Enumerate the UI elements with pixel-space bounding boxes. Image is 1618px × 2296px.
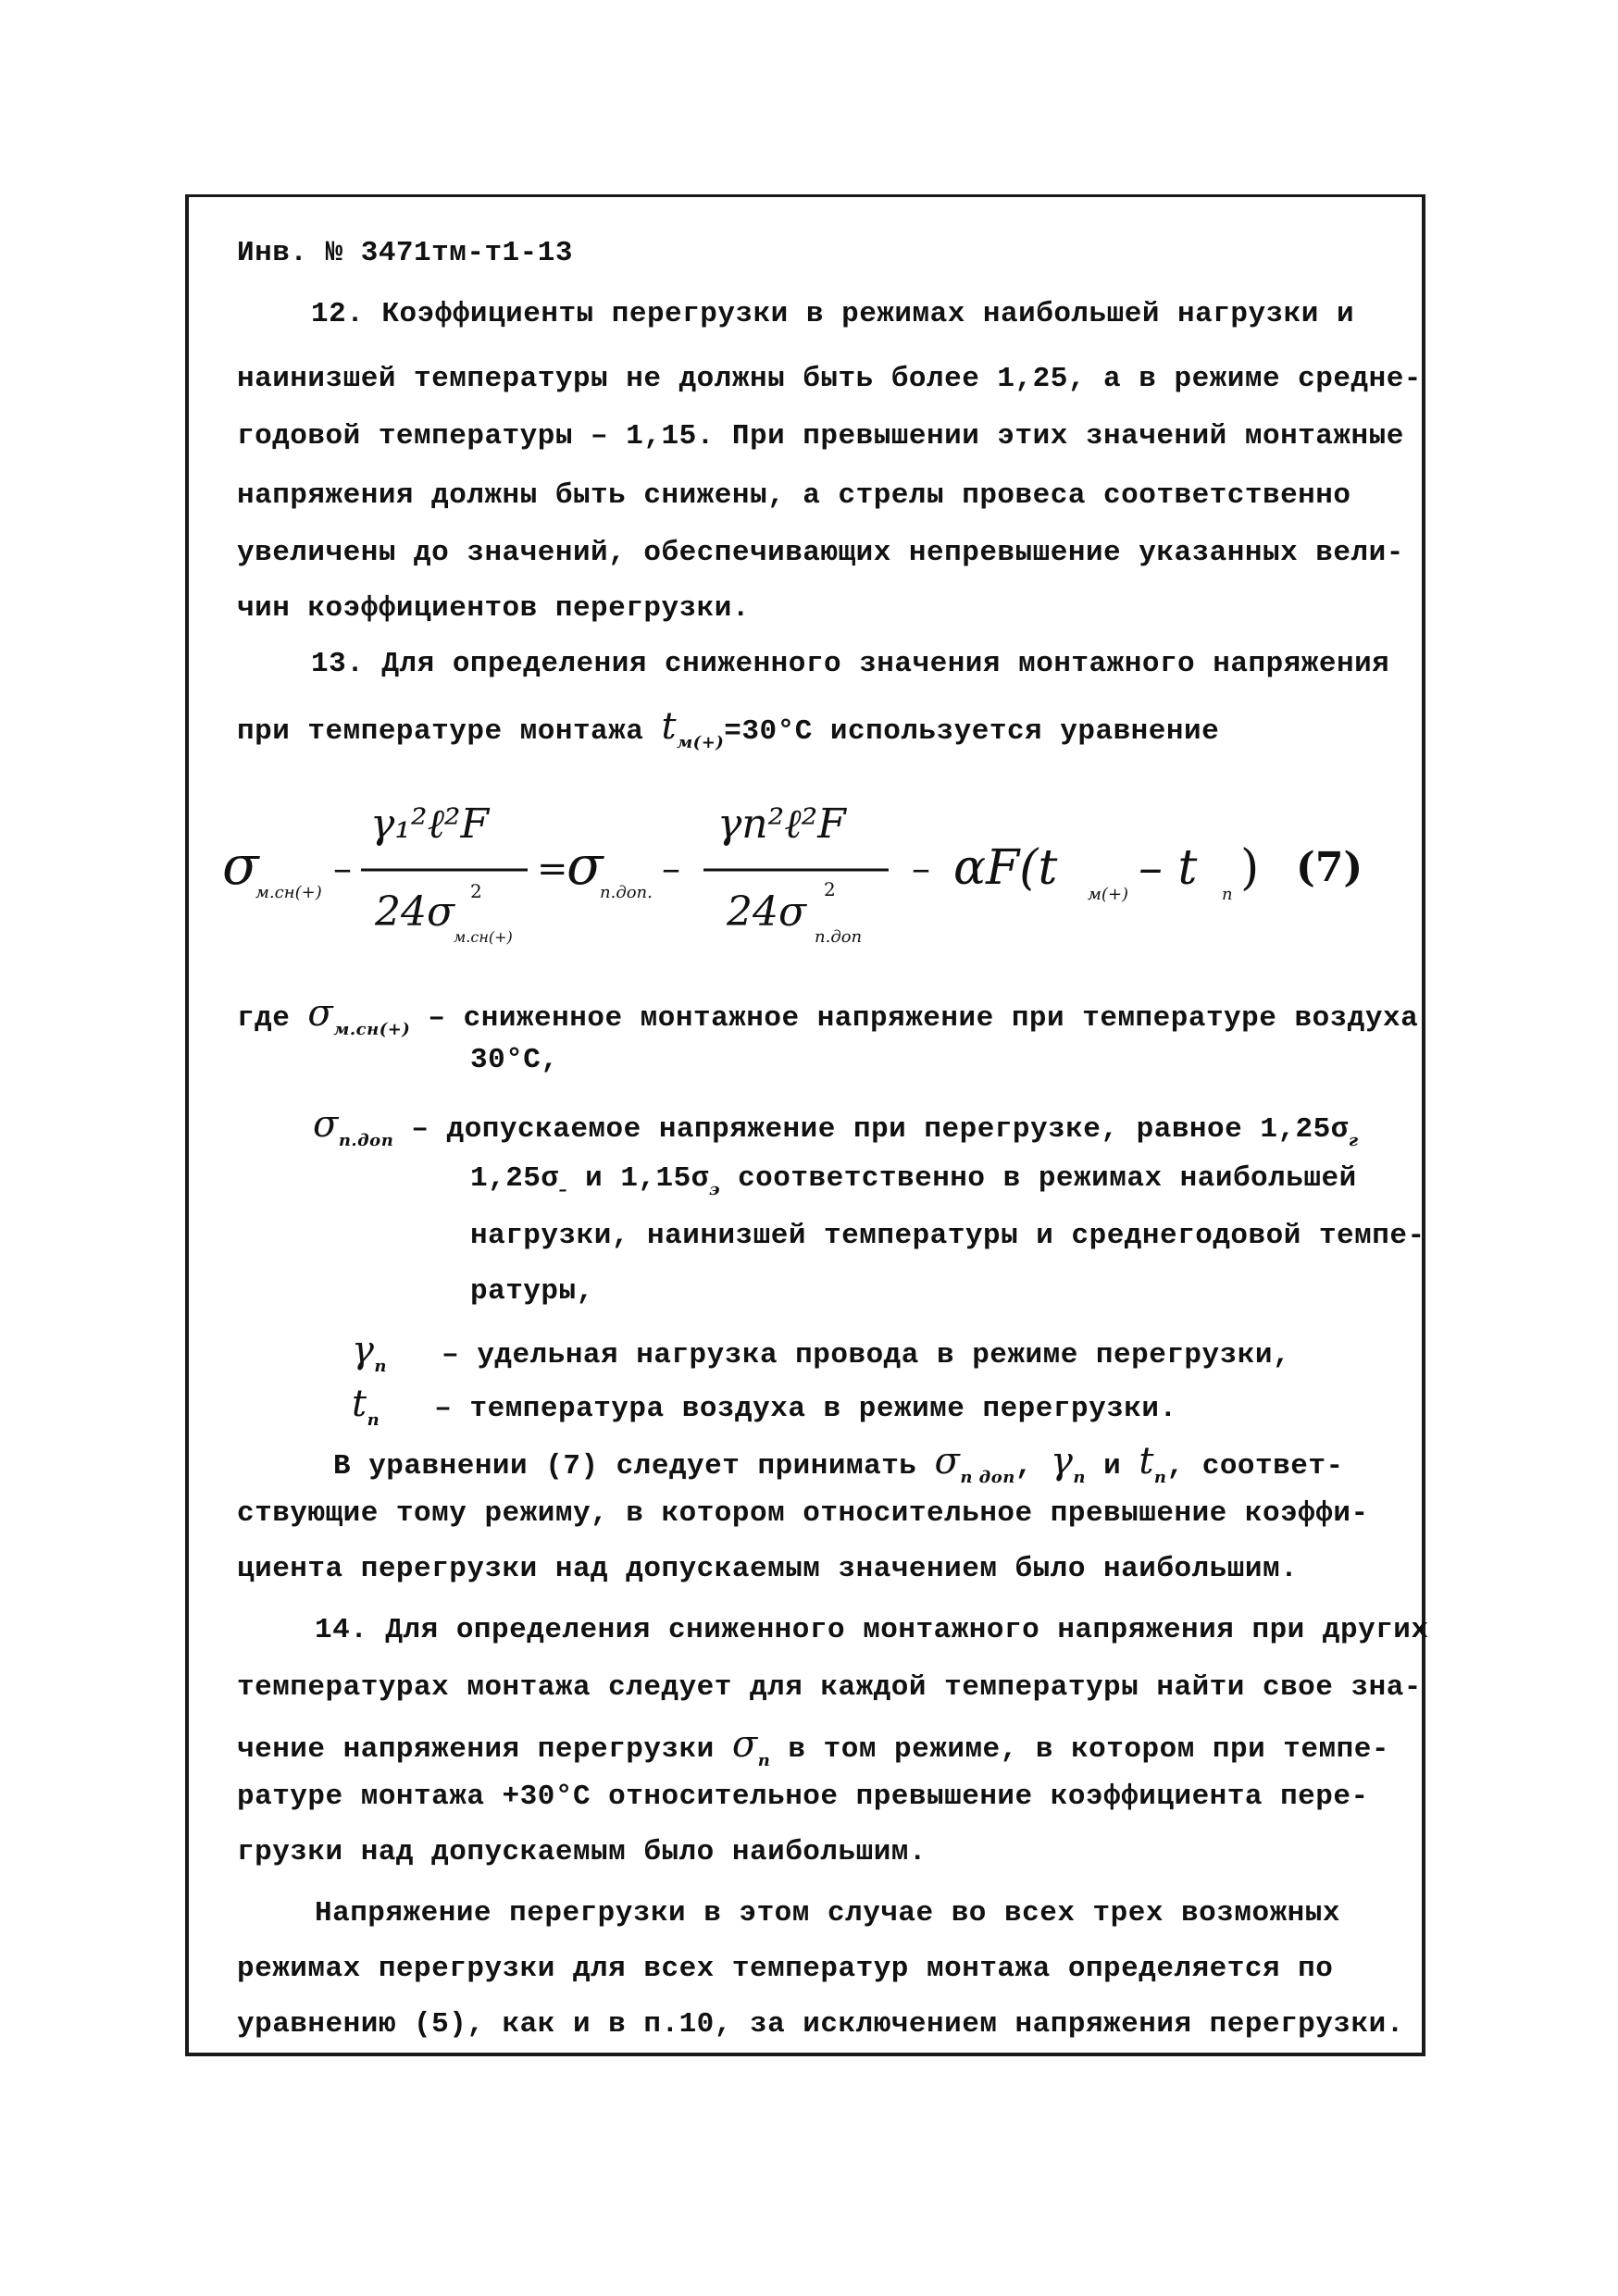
p12-line-6: чин коэффициентов перегрузки.: [237, 592, 750, 625]
def-2-text: – допускаемое напряжение при перегрузке, равное 1,25σ: [411, 1113, 1349, 1146]
def-1-text: – сниженное монтажное напряжение при температуре воздуха: [428, 1002, 1419, 1035]
def-1-sub: м.сн(+): [333, 1020, 411, 1039]
formula-tail-sub-1: м(+): [1088, 885, 1129, 904]
p14-line-5: грузки над допускаемым было наибольшим.: [237, 1836, 927, 1868]
def-3-sub: п: [374, 1357, 387, 1376]
formula-tail-mid: – t: [1139, 840, 1198, 896]
formula-minus-2: –: [662, 848, 680, 890]
formula-den-1-sup: 2: [470, 880, 482, 902]
after-sym-3-sub: п: [1153, 1468, 1167, 1487]
formula-equals: =: [537, 848, 568, 890]
def-3-sym: γ: [352, 1329, 375, 1371]
def-4-sub: п: [367, 1410, 380, 1430]
after-sym-1: σ: [934, 1440, 961, 1483]
p14-l3-post: в том режиме, в котором при темпе-: [788, 1733, 1389, 1766]
def-2-text2b-sub: э: [708, 1180, 720, 1199]
formula-tail-sub-2: п: [1222, 885, 1233, 904]
p12-line-5: увеличены до значений, обеспечивающих непревышение указанных вели-: [237, 537, 1404, 569]
def-2-text2-sub: –: [558, 1180, 568, 1199]
after-sym-2-sub: п: [1073, 1468, 1087, 1487]
final-line-3: уравнению (5), как и в п.10, за исключением напряжения перегрузки.: [237, 2008, 1404, 2041]
after-line-2: ствующие тому режиму, в котором относительное превышение коэффи-: [237, 1497, 1369, 1530]
p12-line-1: 12. Коэффициенты перегрузки в режимах наибольшей нагрузки и: [311, 298, 1355, 330]
formula-num-1: γ₁²ℓ²F: [370, 800, 490, 848]
p12-line-4: напряжения должны быть снижены, а стрелы провеса соответственно: [237, 479, 1351, 512]
doc-id: Инв. № 3471тм-т1-13: [237, 237, 573, 269]
after-pre: В уравнении (7) следует принимать: [333, 1450, 917, 1483]
formula-tail: αF(t: [953, 840, 1058, 896]
formula-den-2: 24σ: [727, 888, 807, 936]
def-3-text: – удельная нагрузка провода в режиме перегрузки,: [442, 1339, 1291, 1371]
t-symbol: t: [661, 705, 678, 748]
p13-line-1: 13. Для определения сниженного значения монтажного напряжения: [311, 648, 1390, 680]
p14-line-1: 14. Для определения сниженного монтажного напряжения при других: [315, 1614, 1429, 1646]
after-sym-2: γ: [1051, 1440, 1074, 1483]
after-sym-3: t: [1139, 1440, 1154, 1483]
def-2-sym: σ: [313, 1103, 339, 1146]
p14-l3-pre: чение напряжения перегрузки: [237, 1733, 715, 1766]
formula-tail-end: ): [1240, 840, 1260, 896]
formula-den-1: 24σ: [375, 888, 455, 936]
formula-number: (7): [1296, 844, 1363, 891]
def-2-sub: п.доп: [338, 1131, 394, 1150]
def-2-line-2: [470, 1162, 1357, 1199]
def-4-sym: t: [352, 1383, 367, 1425]
def-4-text: – температура воздуха в режиме перегрузки.: [434, 1393, 1177, 1425]
after-line-1: В уравнении (7) следует принимать $\sigma_{п доп}$, $\gamma_п$ и $t_п$, соответ-: [333, 1440, 1344, 1487]
def-1-sym: σ: [307, 992, 334, 1035]
final-line-2: режимах перегрузки для всех температур монтажа определяется по: [237, 1953, 1334, 1985]
final-line-1: Напряжение перегрузки в этом случае во всех трех возможных: [315, 1897, 1340, 1930]
def-2-line-1: [313, 1103, 1358, 1150]
def-2-text-sub: г: [1348, 1131, 1359, 1150]
formula-rhs-sub: п.доп.: [600, 883, 653, 902]
t-subscript: м(+): [677, 733, 725, 752]
p14-line-4: ратуре монтажа +30°С относительное превышение коэффициента пере-: [237, 1781, 1369, 1813]
def-2-text2b: и 1,15σ: [567, 1162, 709, 1195]
def-1-line-2: 30°С,: [470, 1044, 559, 1076]
def-4-line: [352, 1383, 1177, 1430]
p13-text-a: при температуре монтажа: [237, 715, 644, 748]
p14-sym-sub: п: [757, 1751, 771, 1770]
p12-line-2: наинизшей температуры не должны быть более 1,25, а в режиме средне-: [237, 363, 1422, 395]
def-2-line-3: нагрузки, наинизшей температуры и среднегодовой темпе-: [470, 1220, 1425, 1252]
p14-line-3: [237, 1723, 1389, 1770]
formula-lhs-sub: м.сн(+): [255, 883, 322, 902]
def-2-line-4: ратуры,: [470, 1275, 594, 1308]
formula-num-2: γп²ℓ²F: [717, 800, 846, 848]
p13-text-b: =30°С используется уравнение: [724, 715, 1220, 748]
formula-den-1-sub: м.сн(+): [454, 928, 513, 946]
formula-den-2-sub: п.доп: [815, 927, 863, 947]
where-word: где: [237, 1002, 291, 1035]
p14-line-2: температурах монтажа следует для каждой температуры найти свое зна-: [237, 1671, 1422, 1704]
formula-den-2-sup: 2: [824, 878, 836, 900]
def-2-text2: 1,25σ: [470, 1162, 559, 1195]
formula-minus-1: –: [333, 848, 352, 890]
def-1-line-1: [237, 992, 1418, 1039]
after-sym-1-sub: п доп: [960, 1468, 1015, 1487]
formula-minus-3: –: [912, 848, 930, 890]
p13-line-2: [237, 705, 1219, 752]
p12-line-3: годовой температуры – 1,15. При превышении этих значений монтажные: [237, 420, 1404, 453]
formula-lhs-sigma: σ: [222, 834, 259, 897]
p14-sym: σ: [731, 1723, 758, 1766]
after-line-3: циента перегрузки над допускаемым значением было наибольшим.: [237, 1553, 1299, 1585]
def-2-text2c: соответственно в режимах наибольшей: [719, 1162, 1357, 1195]
def-3-line: [352, 1329, 1290, 1376]
formula-rhs-sigma: σ: [566, 834, 604, 897]
after-post: , соответ-: [1166, 1450, 1344, 1483]
after-mid: и: [1103, 1450, 1122, 1483]
formula-7: [222, 777, 1398, 962]
